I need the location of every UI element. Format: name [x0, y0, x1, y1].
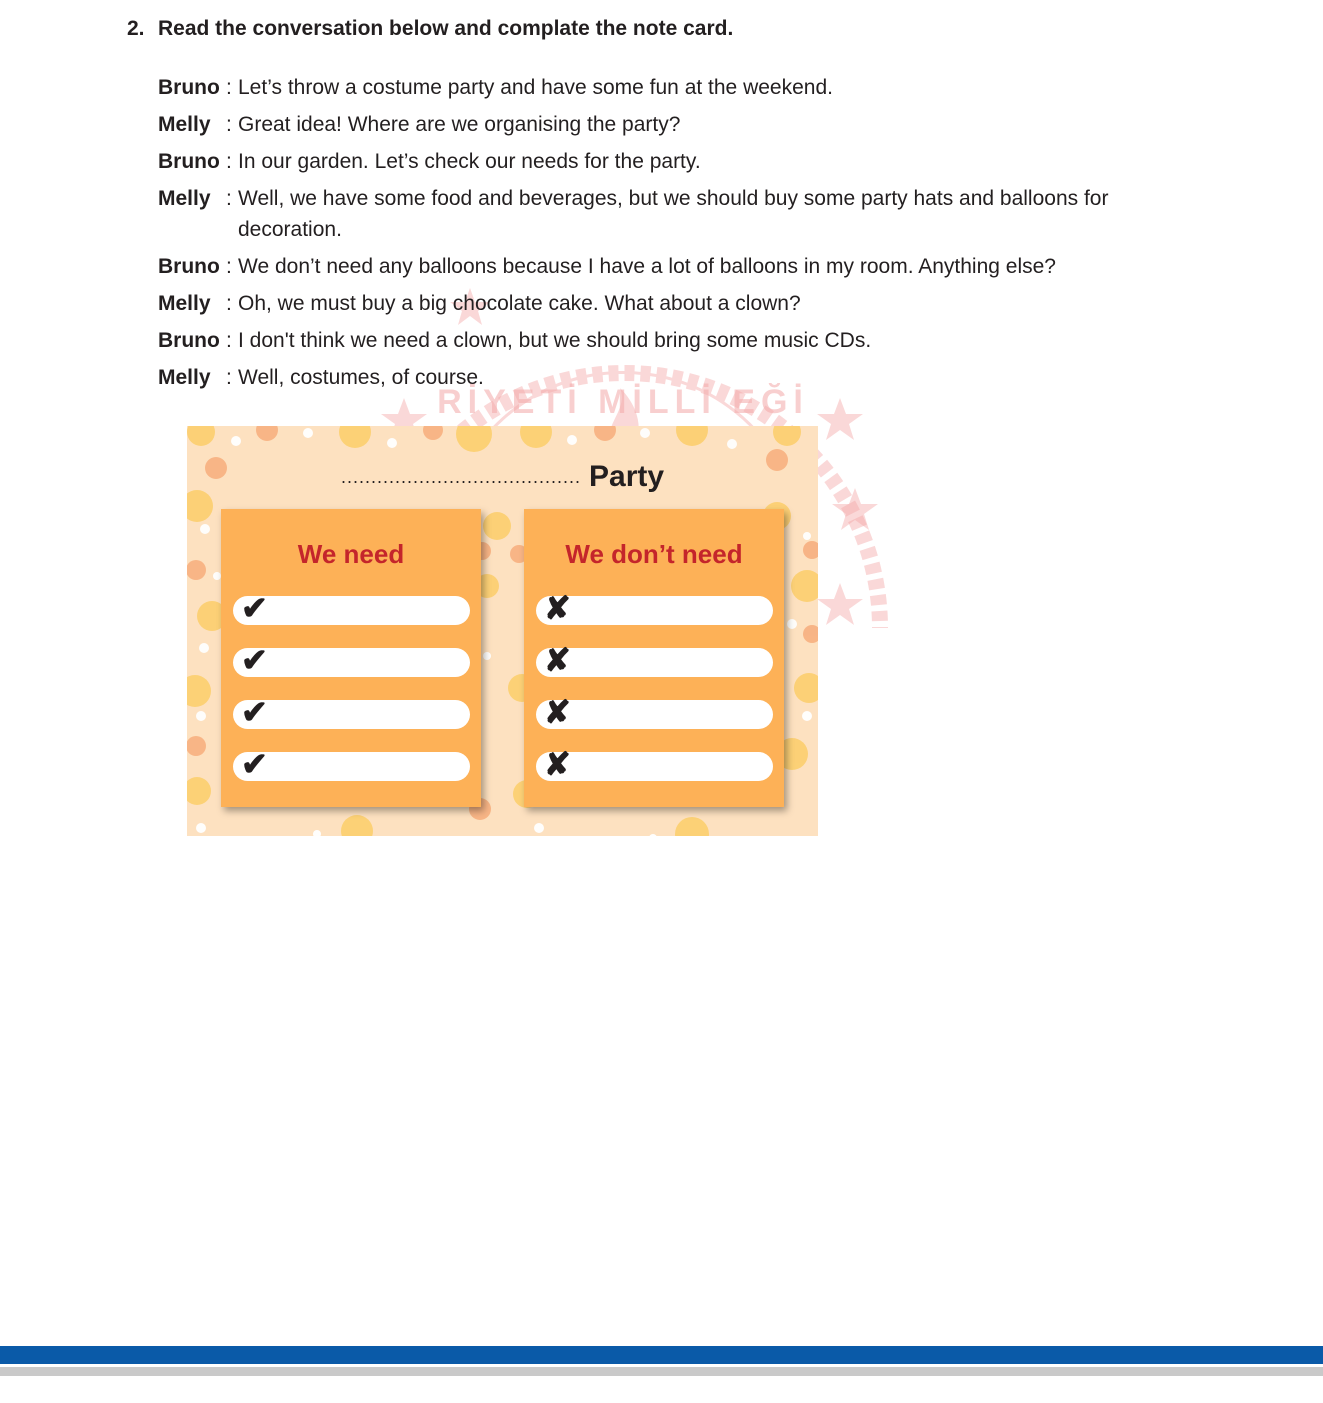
cross-icon: ✘	[544, 590, 571, 626]
dialog-line: Melly : Great idea! Where are we organising the party?	[158, 109, 1168, 140]
speaker-name: Bruno	[158, 150, 220, 173]
check-icon: ✔	[241, 590, 268, 626]
we-dont-need-heading: We don’t need	[565, 539, 743, 569]
need-slot[interactable]	[233, 746, 470, 782]
dialog-text: Well, we have some food and beverages, but we should buy some party hats and balloons for decoration.	[238, 187, 1109, 241]
question-instruction	[127, 17, 733, 41]
dialog-text: In our garden. Let’s check our needs for the party.	[238, 150, 701, 173]
cross-icon: ✘	[544, 694, 571, 730]
we-dont-need-panel	[524, 509, 784, 807]
dont-need-slot[interactable]	[536, 694, 773, 730]
speaker-name: Melly	[158, 113, 211, 136]
question-text: Read the conversation below and complate the note card.	[158, 17, 734, 40]
speaker-name: Bruno	[158, 76, 220, 99]
need-slot[interactable]	[233, 642, 470, 678]
party-type-blank[interactable]: ........................................	[340, 467, 581, 487]
dialog-text: Oh, we must buy a big chocolate cake. What about a clown?	[238, 292, 801, 315]
dialog-text: Let’s throw a costume party and have some fun at the weekend.	[238, 76, 833, 99]
speaker-name: Melly	[158, 292, 211, 315]
speaker-name: Melly	[158, 366, 211, 389]
dialog-text: Great idea! Where are we organising the party?	[238, 113, 681, 136]
dialog-line: Melly : Well, we have some food and beverages, but we should buy some party hats and balloons for decoration.	[158, 183, 1168, 245]
card-title-word: Party	[589, 460, 665, 493]
footer-blue-bar	[0, 1346, 1323, 1364]
check-icon: ✔	[241, 746, 268, 782]
conversation	[158, 72, 1168, 399]
speaker-name: Bruno	[158, 329, 220, 352]
footer-grey-bar	[0, 1367, 1323, 1376]
dialog-text: Well, costumes, of course.	[238, 366, 484, 389]
question-number: 2.	[127, 17, 145, 40]
note-card	[187, 426, 818, 836]
cross-icon: ✘	[544, 746, 571, 782]
dialog-line: Bruno : I don't think we need a clown, but we should bring some music CDs.	[158, 325, 1168, 356]
dont-need-slot[interactable]	[536, 642, 773, 678]
check-icon: ✔	[241, 694, 268, 730]
dont-need-slot[interactable]	[536, 746, 773, 782]
dialog-line: Melly : Oh, we must buy a big chocolate cake. What about a clown?	[158, 288, 1168, 319]
check-icon: ✔	[241, 642, 268, 678]
dialog-text: We don’t need any balloons because I have a lot of balloons in my room. Anything else?	[238, 255, 1056, 278]
cross-icon: ✘	[544, 642, 571, 678]
speaker-name: Bruno	[158, 255, 220, 278]
need-slot[interactable]	[233, 590, 470, 626]
dialog-line: Bruno : Let’s throw a costume party and have some fun at the weekend.	[158, 72, 1168, 103]
card-title	[187, 460, 818, 494]
svg-text:RİYETİ MİLLİ EĞİ: RİYETİ MİLLİ EĞİ	[437, 383, 809, 421]
dialog-line: Bruno : In our garden. Let’s check our needs for the party.	[158, 146, 1168, 177]
dont-need-slot[interactable]	[536, 590, 773, 626]
dialog-text: I don't think we need a clown, but we should bring some music CDs.	[238, 329, 872, 352]
we-need-panel	[221, 509, 481, 807]
we-need-heading: We need	[297, 539, 405, 569]
dialog-line: Melly : Well, costumes, of course.	[158, 362, 1168, 393]
dialog-line: Bruno : We don’t need any balloons because I have a lot of balloons in my room. Anything else?	[158, 251, 1168, 282]
speaker-name: Melly	[158, 187, 211, 210]
need-slot[interactable]	[233, 694, 470, 730]
